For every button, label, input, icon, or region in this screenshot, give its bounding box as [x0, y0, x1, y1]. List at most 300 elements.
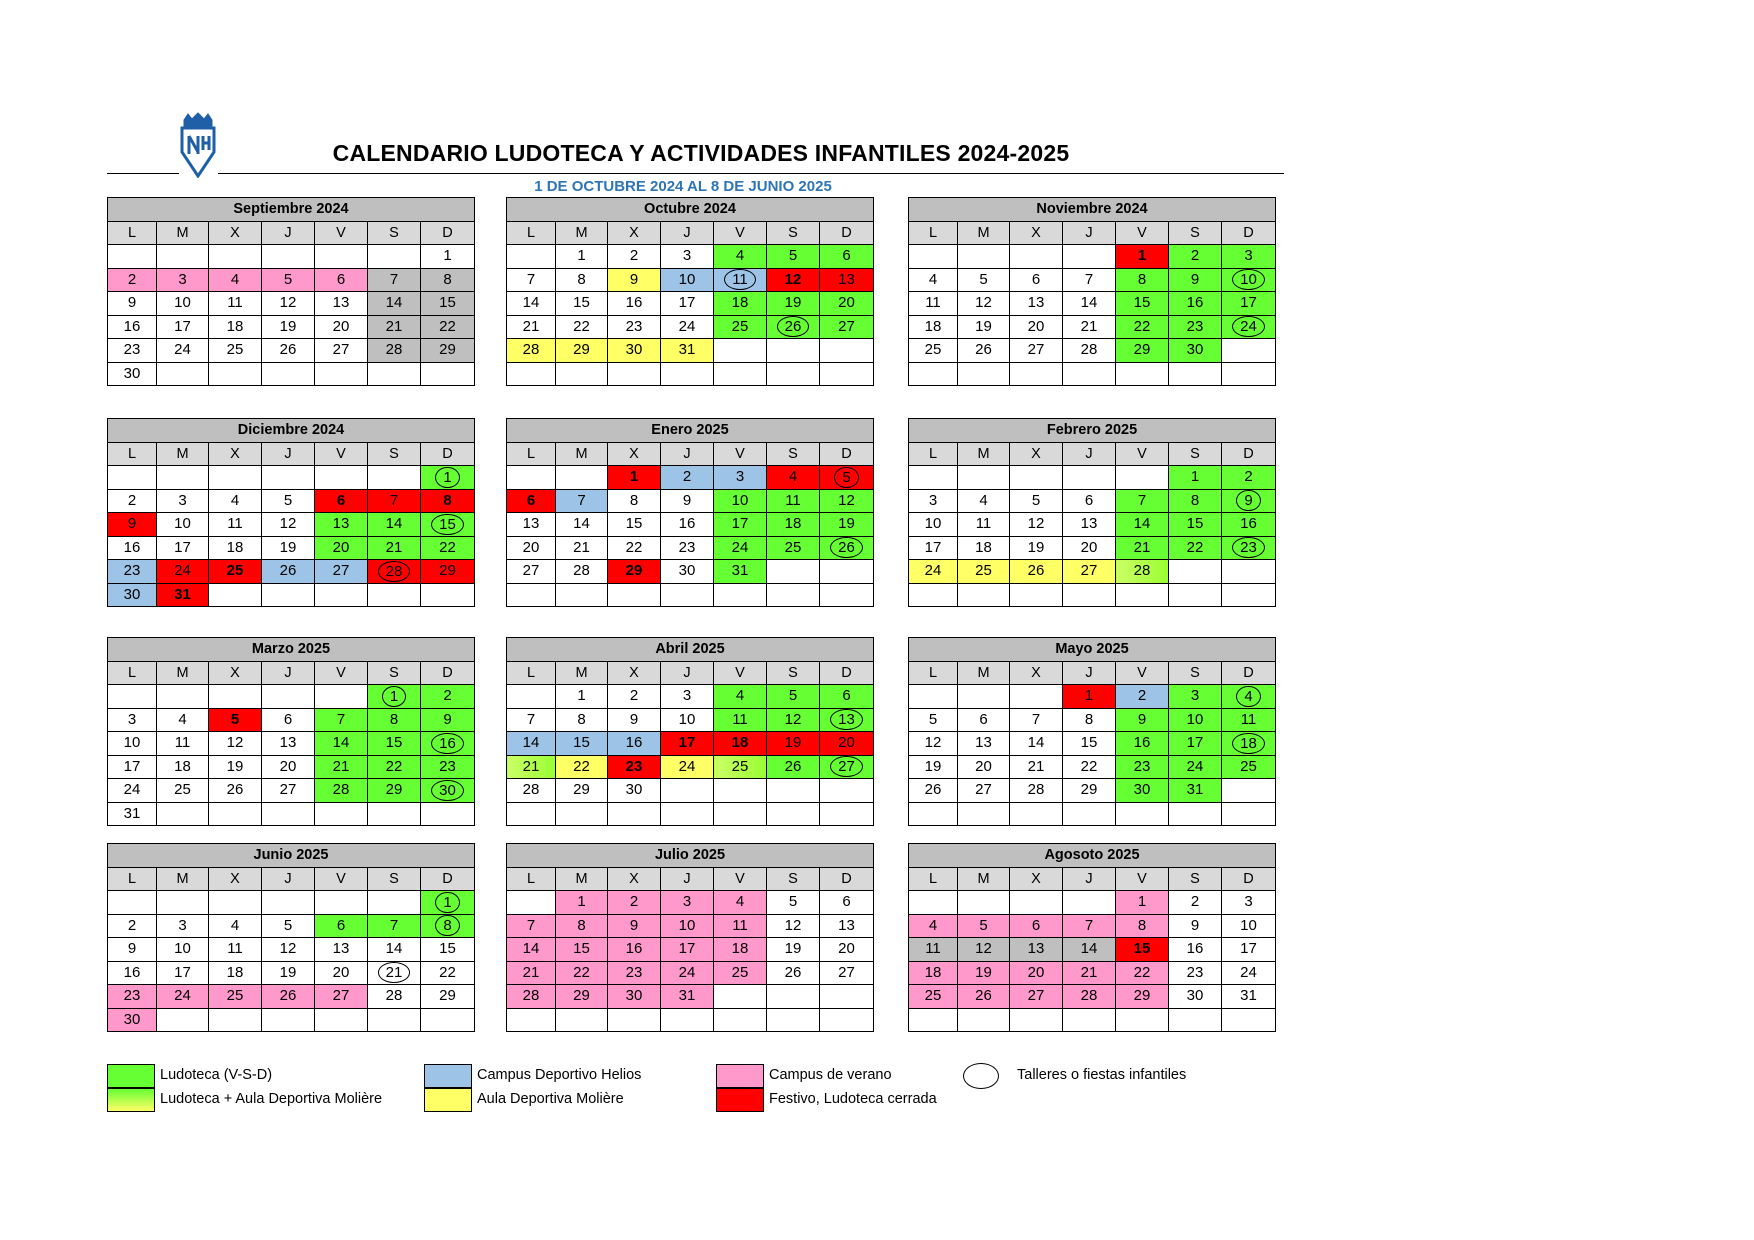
weekday-header: X — [608, 867, 661, 891]
weekday-header: D — [1222, 867, 1276, 891]
day-cell — [1169, 1008, 1222, 1032]
day-cell — [209, 245, 262, 269]
day-cell: 27 — [1010, 985, 1063, 1009]
day-cell — [958, 891, 1010, 915]
day-cell: 13 — [507, 513, 556, 537]
day-cell: 13 — [958, 732, 1010, 756]
day-cell: 3 — [661, 245, 714, 269]
day-cell: 20 — [958, 755, 1010, 779]
day-cell: 12 — [262, 292, 315, 316]
weekday-header: D — [421, 221, 475, 245]
day-cell: 16 — [1116, 732, 1169, 756]
day-cell: 11 — [714, 268, 767, 292]
weekday-header: X — [1010, 221, 1063, 245]
day-cell: 19 — [958, 315, 1010, 339]
day-cell: 30 — [661, 560, 714, 584]
month-calendar — [506, 418, 874, 607]
legend-swatch — [107, 1064, 155, 1088]
day-cell — [820, 1008, 874, 1032]
legend-swatch — [716, 1088, 764, 1112]
day-cell: 24 — [909, 560, 958, 584]
month-calendar — [107, 843, 475, 1032]
day-cell: 28 — [315, 779, 368, 803]
day-cell — [157, 802, 209, 826]
weekday-header: M — [157, 867, 209, 891]
weekday-header: S — [1169, 661, 1222, 685]
day-cell: 29 — [368, 779, 421, 803]
day-cell: 4 — [157, 708, 209, 732]
day-cell — [262, 245, 315, 269]
day-cell — [958, 245, 1010, 269]
day-cell: 8 — [421, 268, 475, 292]
title-rule-right — [218, 173, 1284, 174]
day-cell — [315, 891, 368, 915]
day-cell — [556, 1008, 608, 1032]
day-cell: 20 — [315, 961, 368, 985]
day-cell — [909, 685, 958, 709]
day-cell: 6 — [1063, 489, 1116, 513]
day-cell — [767, 985, 820, 1009]
weekday-header: V — [315, 221, 368, 245]
day-cell: 10 — [1169, 708, 1222, 732]
day-cell: 9 — [1222, 489, 1276, 513]
day-cell: 29 — [608, 560, 661, 584]
day-cell: 15 — [421, 292, 475, 316]
day-cell — [958, 802, 1010, 826]
legend-label: Ludoteca (V-S-D) — [160, 1067, 273, 1083]
day-cell: 3 — [714, 466, 767, 490]
day-cell — [157, 245, 209, 269]
day-cell: 5 — [909, 708, 958, 732]
weekday-header: D — [421, 867, 475, 891]
day-cell: 28 — [1063, 985, 1116, 1009]
day-cell — [507, 802, 556, 826]
day-cell: 3 — [157, 268, 209, 292]
day-cell: 10 — [157, 938, 209, 962]
day-cell: 21 — [556, 536, 608, 560]
day-cell — [958, 362, 1010, 386]
month-calendar — [908, 637, 1276, 826]
month-calendar — [107, 418, 475, 607]
weekday-header: X — [608, 221, 661, 245]
day-cell — [209, 583, 262, 607]
day-cell: 23 — [1169, 961, 1222, 985]
weekday-header: X — [209, 661, 262, 685]
day-cell — [421, 1008, 475, 1032]
day-cell: 2 — [1169, 245, 1222, 269]
day-cell: 13 — [1010, 938, 1063, 962]
day-cell: 20 — [820, 292, 874, 316]
day-cell — [1222, 560, 1276, 584]
day-cell: 9 — [608, 914, 661, 938]
weekday-header: S — [368, 867, 421, 891]
weekday-header: V — [1116, 442, 1169, 466]
day-cell — [262, 891, 315, 915]
day-cell: 18 — [209, 536, 262, 560]
day-cell: 2 — [1169, 891, 1222, 915]
day-cell: 7 — [556, 489, 608, 513]
day-cell: 24 — [108, 779, 157, 803]
day-cell: 17 — [661, 938, 714, 962]
day-cell: 2 — [608, 685, 661, 709]
day-cell: 5 — [767, 685, 820, 709]
day-cell: 16 — [608, 292, 661, 316]
day-cell: 21 — [507, 755, 556, 779]
day-cell — [108, 245, 157, 269]
page-subtitle: 1 DE OCTUBRE 2024 AL 8 DE JUNIO 2025 — [534, 178, 832, 195]
day-cell: 7 — [1063, 914, 1116, 938]
day-cell — [368, 466, 421, 490]
day-cell: 23 — [1116, 755, 1169, 779]
weekday-header: D — [820, 442, 874, 466]
day-cell: 16 — [108, 536, 157, 560]
day-cell: 10 — [661, 914, 714, 938]
day-cell: 15 — [556, 732, 608, 756]
weekday-header: X — [608, 661, 661, 685]
day-cell: 11 — [909, 292, 958, 316]
day-cell: 22 — [421, 315, 475, 339]
day-cell — [714, 985, 767, 1009]
day-cell — [315, 1008, 368, 1032]
day-cell: 2 — [108, 489, 157, 513]
day-cell — [608, 362, 661, 386]
day-cell: 25 — [958, 560, 1010, 584]
day-cell: 18 — [209, 961, 262, 985]
day-cell: 22 — [556, 315, 608, 339]
day-cell — [767, 802, 820, 826]
day-cell — [714, 339, 767, 363]
day-cell: 16 — [108, 961, 157, 985]
day-cell — [108, 685, 157, 709]
day-cell: 28 — [556, 560, 608, 584]
day-cell: 16 — [1169, 938, 1222, 962]
day-cell: 11 — [157, 732, 209, 756]
weekday-header: V — [1116, 661, 1169, 685]
day-cell: 17 — [661, 732, 714, 756]
legend-label: Talleres o fiestas infantiles — [1017, 1067, 1187, 1083]
day-cell: 11 — [209, 513, 262, 537]
day-cell: 1 — [421, 245, 475, 269]
day-cell: 2 — [108, 268, 157, 292]
day-cell: 30 — [608, 339, 661, 363]
month-title: Diciembre 2024 — [108, 419, 475, 443]
day-cell: 31 — [714, 560, 767, 584]
day-cell: 12 — [1010, 513, 1063, 537]
day-cell — [507, 685, 556, 709]
day-cell: 27 — [315, 339, 368, 363]
day-cell: 25 — [714, 961, 767, 985]
day-cell — [262, 362, 315, 386]
day-cell: 13 — [1063, 513, 1116, 537]
day-cell: 11 — [209, 292, 262, 316]
day-cell: 23 — [608, 961, 661, 985]
day-cell — [262, 466, 315, 490]
day-cell: 29 — [556, 779, 608, 803]
day-cell: 24 — [661, 755, 714, 779]
month-title: Septiembre 2024 — [108, 198, 475, 222]
day-cell: 10 — [909, 513, 958, 537]
day-cell — [1116, 466, 1169, 490]
day-cell — [909, 891, 958, 915]
day-cell: 20 — [820, 938, 874, 962]
weekday-header: M — [958, 221, 1010, 245]
day-cell: 28 — [507, 339, 556, 363]
day-cell: 9 — [1169, 268, 1222, 292]
day-cell — [714, 362, 767, 386]
day-cell — [507, 362, 556, 386]
day-cell: 13 — [315, 938, 368, 962]
weekday-header: V — [714, 442, 767, 466]
day-cell: 11 — [1222, 708, 1276, 732]
day-cell — [958, 466, 1010, 490]
day-cell: 13 — [315, 513, 368, 537]
day-cell: 14 — [368, 938, 421, 962]
weekday-header: V — [714, 867, 767, 891]
day-cell: 8 — [1169, 489, 1222, 513]
day-cell: 18 — [909, 315, 958, 339]
day-cell — [1063, 466, 1116, 490]
day-cell: 27 — [315, 560, 368, 584]
month-calendar — [107, 197, 475, 386]
day-cell: 15 — [1169, 513, 1222, 537]
day-cell — [209, 362, 262, 386]
month-title: Enero 2025 — [507, 419, 874, 443]
day-cell: 17 — [157, 315, 209, 339]
day-cell: 25 — [209, 560, 262, 584]
day-cell: 6 — [315, 268, 368, 292]
day-cell — [157, 891, 209, 915]
day-cell — [262, 685, 315, 709]
month-title: Mayo 2025 — [909, 638, 1276, 662]
day-cell — [958, 685, 1010, 709]
weekday-header: S — [1169, 442, 1222, 466]
day-cell: 21 — [368, 961, 421, 985]
day-cell: 12 — [767, 268, 820, 292]
day-cell: 6 — [820, 685, 874, 709]
weekday-header: D — [1222, 221, 1276, 245]
day-cell: 15 — [421, 938, 475, 962]
day-cell: 7 — [368, 914, 421, 938]
day-cell — [421, 802, 475, 826]
day-cell: 18 — [714, 938, 767, 962]
day-cell: 21 — [1116, 536, 1169, 560]
day-cell: 17 — [157, 536, 209, 560]
day-cell: 4 — [909, 914, 958, 938]
day-cell: 13 — [262, 732, 315, 756]
day-cell: 26 — [820, 536, 874, 560]
day-cell: 26 — [767, 755, 820, 779]
day-cell: 18 — [714, 292, 767, 316]
day-cell: 22 — [421, 536, 475, 560]
day-cell — [909, 1008, 958, 1032]
day-cell: 12 — [209, 732, 262, 756]
day-cell: 11 — [209, 938, 262, 962]
day-cell: 29 — [556, 339, 608, 363]
day-cell: 21 — [1063, 315, 1116, 339]
day-cell: 3 — [157, 489, 209, 513]
day-cell: 8 — [421, 914, 475, 938]
day-cell: 5 — [767, 891, 820, 915]
day-cell: 4 — [909, 268, 958, 292]
weekday-header: L — [909, 442, 958, 466]
day-cell — [1063, 1008, 1116, 1032]
day-cell: 18 — [1222, 732, 1276, 756]
day-cell — [1116, 1008, 1169, 1032]
day-cell — [1010, 466, 1063, 490]
day-cell: 24 — [714, 536, 767, 560]
day-cell: 5 — [209, 708, 262, 732]
day-cell — [1169, 583, 1222, 607]
day-cell: 25 — [909, 339, 958, 363]
day-cell: 3 — [661, 685, 714, 709]
day-cell: 25 — [157, 779, 209, 803]
day-cell — [909, 583, 958, 607]
weekday-header: V — [1116, 221, 1169, 245]
day-cell: 29 — [1116, 985, 1169, 1009]
weekday-header: D — [820, 221, 874, 245]
day-cell: 5 — [262, 268, 315, 292]
day-cell: 19 — [262, 536, 315, 560]
day-cell — [1010, 583, 1063, 607]
day-cell: 15 — [556, 938, 608, 962]
day-cell: 14 — [1116, 513, 1169, 537]
day-cell — [661, 362, 714, 386]
weekday-header: V — [315, 661, 368, 685]
weekday-header: J — [661, 442, 714, 466]
weekday-header: V — [315, 867, 368, 891]
weekday-header: V — [315, 442, 368, 466]
day-cell — [714, 802, 767, 826]
day-cell: 19 — [820, 513, 874, 537]
day-cell: 4 — [767, 466, 820, 490]
day-cell: 2 — [608, 891, 661, 915]
day-cell: 27 — [262, 779, 315, 803]
day-cell — [556, 802, 608, 826]
day-cell: 29 — [556, 985, 608, 1009]
legend-swatch — [716, 1064, 764, 1088]
day-cell: 20 — [507, 536, 556, 560]
day-cell: 11 — [767, 489, 820, 513]
day-cell: 23 — [108, 560, 157, 584]
weekday-header: D — [820, 867, 874, 891]
day-cell — [1063, 583, 1116, 607]
day-cell: 26 — [958, 985, 1010, 1009]
day-cell: 5 — [262, 914, 315, 938]
day-cell — [108, 466, 157, 490]
weekday-header: S — [767, 661, 820, 685]
day-cell: 9 — [421, 708, 475, 732]
day-cell: 15 — [421, 513, 475, 537]
day-cell: 10 — [714, 489, 767, 513]
month-calendar — [908, 843, 1276, 1032]
day-cell — [608, 802, 661, 826]
day-cell: 25 — [209, 985, 262, 1009]
day-cell: 23 — [608, 315, 661, 339]
day-cell: 30 — [108, 362, 157, 386]
day-cell: 12 — [262, 513, 315, 537]
day-cell: 31 — [1222, 985, 1276, 1009]
weekday-header: S — [767, 221, 820, 245]
day-cell — [1010, 891, 1063, 915]
day-cell: 23 — [1222, 536, 1276, 560]
weekday-header: L — [108, 221, 157, 245]
month-calendar — [506, 637, 874, 826]
day-cell: 19 — [262, 961, 315, 985]
day-cell — [262, 583, 315, 607]
day-cell — [507, 1008, 556, 1032]
day-cell — [209, 466, 262, 490]
day-cell — [1010, 245, 1063, 269]
day-cell — [1063, 245, 1116, 269]
day-cell: 15 — [608, 513, 661, 537]
day-cell — [556, 583, 608, 607]
weekday-header: S — [767, 867, 820, 891]
day-cell: 6 — [820, 891, 874, 915]
day-cell: 18 — [909, 961, 958, 985]
weekday-header: M — [157, 221, 209, 245]
day-cell: 25 — [209, 339, 262, 363]
day-cell: 12 — [767, 708, 820, 732]
day-cell — [1222, 339, 1276, 363]
day-cell: 17 — [157, 961, 209, 985]
day-cell: 29 — [1116, 339, 1169, 363]
day-cell — [1222, 802, 1276, 826]
day-cell — [1116, 362, 1169, 386]
day-cell: 6 — [958, 708, 1010, 732]
weekday-header: D — [421, 661, 475, 685]
weekday-header: M — [157, 661, 209, 685]
weekday-header: M — [556, 442, 608, 466]
weekday-header: M — [958, 661, 1010, 685]
day-cell: 17 — [714, 513, 767, 537]
day-cell: 30 — [1169, 339, 1222, 363]
day-cell: 17 — [909, 536, 958, 560]
day-cell: 9 — [1116, 708, 1169, 732]
day-cell — [209, 802, 262, 826]
day-cell: 27 — [820, 755, 874, 779]
weekday-header: J — [661, 867, 714, 891]
day-cell — [315, 466, 368, 490]
day-cell: 2 — [421, 685, 475, 709]
day-cell: 26 — [262, 339, 315, 363]
day-cell: 20 — [262, 755, 315, 779]
day-cell — [507, 245, 556, 269]
day-cell — [1116, 802, 1169, 826]
day-cell — [714, 779, 767, 803]
day-cell: 4 — [1222, 685, 1276, 709]
day-cell: 18 — [767, 513, 820, 537]
day-cell: 12 — [909, 732, 958, 756]
day-cell — [608, 583, 661, 607]
day-cell: 3 — [1222, 891, 1276, 915]
month-title: Junio 2025 — [108, 844, 475, 868]
day-cell: 16 — [661, 513, 714, 537]
day-cell: 1 — [368, 685, 421, 709]
day-cell: 7 — [1116, 489, 1169, 513]
day-cell: 18 — [714, 732, 767, 756]
day-cell: 19 — [262, 315, 315, 339]
day-cell: 28 — [368, 560, 421, 584]
day-cell: 18 — [157, 755, 209, 779]
day-cell: 3 — [1169, 685, 1222, 709]
day-cell — [909, 466, 958, 490]
day-cell: 6 — [1010, 268, 1063, 292]
day-cell: 20 — [1063, 536, 1116, 560]
day-cell — [1169, 560, 1222, 584]
day-cell: 17 — [1222, 292, 1276, 316]
day-cell: 8 — [556, 708, 608, 732]
day-cell — [661, 583, 714, 607]
